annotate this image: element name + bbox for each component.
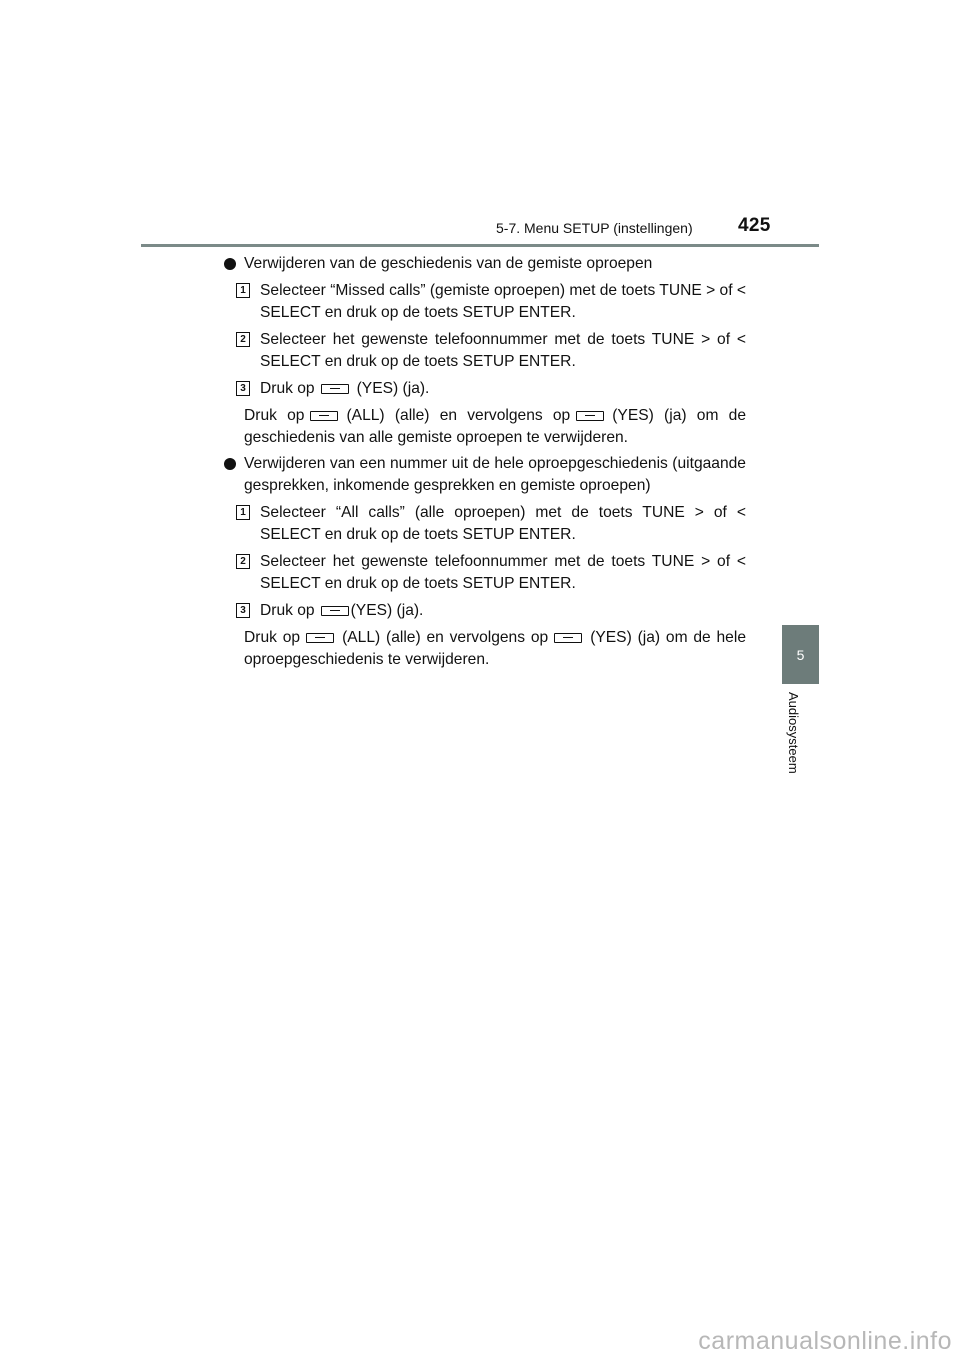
display-button-icon	[321, 606, 349, 616]
step-item: 1 Selecteer “All calls” (alle oproepen) met de toets TUNE > of < SELECT en druk op de toets SETUP ENTER.	[224, 502, 746, 546]
watermark: carmanualsonline.info	[698, 1327, 952, 1355]
step-item: 3 Druk op (YES) (ja).	[224, 378, 746, 400]
display-button-icon	[554, 633, 582, 643]
display-button-icon	[310, 411, 338, 421]
page-number: 425	[738, 215, 771, 236]
step-item: 2 Selecteer het gewenste telefoonnummer met de toets TUNE > of < SELECT en druk op de toets SETUP ENTER.	[224, 329, 746, 373]
step-number: 1	[236, 505, 250, 520]
step-number: 3	[236, 381, 250, 396]
display-button-icon	[321, 384, 349, 394]
step-item: 1 Selecteer “Missed calls” (gemiste oproepen) met de toets TUNE > of < SELECT en druk op de toets SETUP ENTER.	[224, 280, 746, 324]
step-item: 2 Selecteer het gewenste telefoonnummer met de toets TUNE > of < SELECT en druk op de toets SETUP ENTER.	[224, 551, 746, 595]
chapter-number: 5	[796, 646, 805, 663]
chapter-label: Audiosysteem	[786, 692, 801, 774]
section-title: 5-7. Menu SETUP (instellingen)	[496, 220, 693, 236]
display-button-icon	[306, 633, 334, 643]
header-divider	[141, 244, 819, 247]
page-content	[224, 253, 746, 671]
step-item: 3 Druk op (YES) (ja).	[224, 600, 746, 622]
section-heading: Verwijderen van de geschiedenis van de gemiste oproepen	[224, 253, 746, 275]
step-number: 2	[236, 554, 250, 569]
bullet-icon	[224, 458, 236, 470]
bullet-icon	[224, 258, 236, 270]
section-heading: Verwijderen van een nummer uit de hele oproepgeschiedenis (uitgaande gesprekken, inkomende gesprekken en gemiste oproepen)	[224, 453, 746, 497]
step-number: 2	[236, 332, 250, 347]
display-button-icon	[576, 411, 604, 421]
chapter-tab	[782, 625, 819, 684]
step-note: Druk op (ALL) (alle) en vervolgens op (YES) (ja) om de hele oproepgeschiedenis te verwijderen.	[244, 629, 746, 668]
step-number: 1	[236, 283, 250, 298]
step-note: Druk op (ALL) (alle) en vervolgens op (YES) (ja) om de geschiedenis van alle gemiste oproepen te verwijderen.	[244, 407, 746, 446]
step-number: 3	[236, 603, 250, 618]
